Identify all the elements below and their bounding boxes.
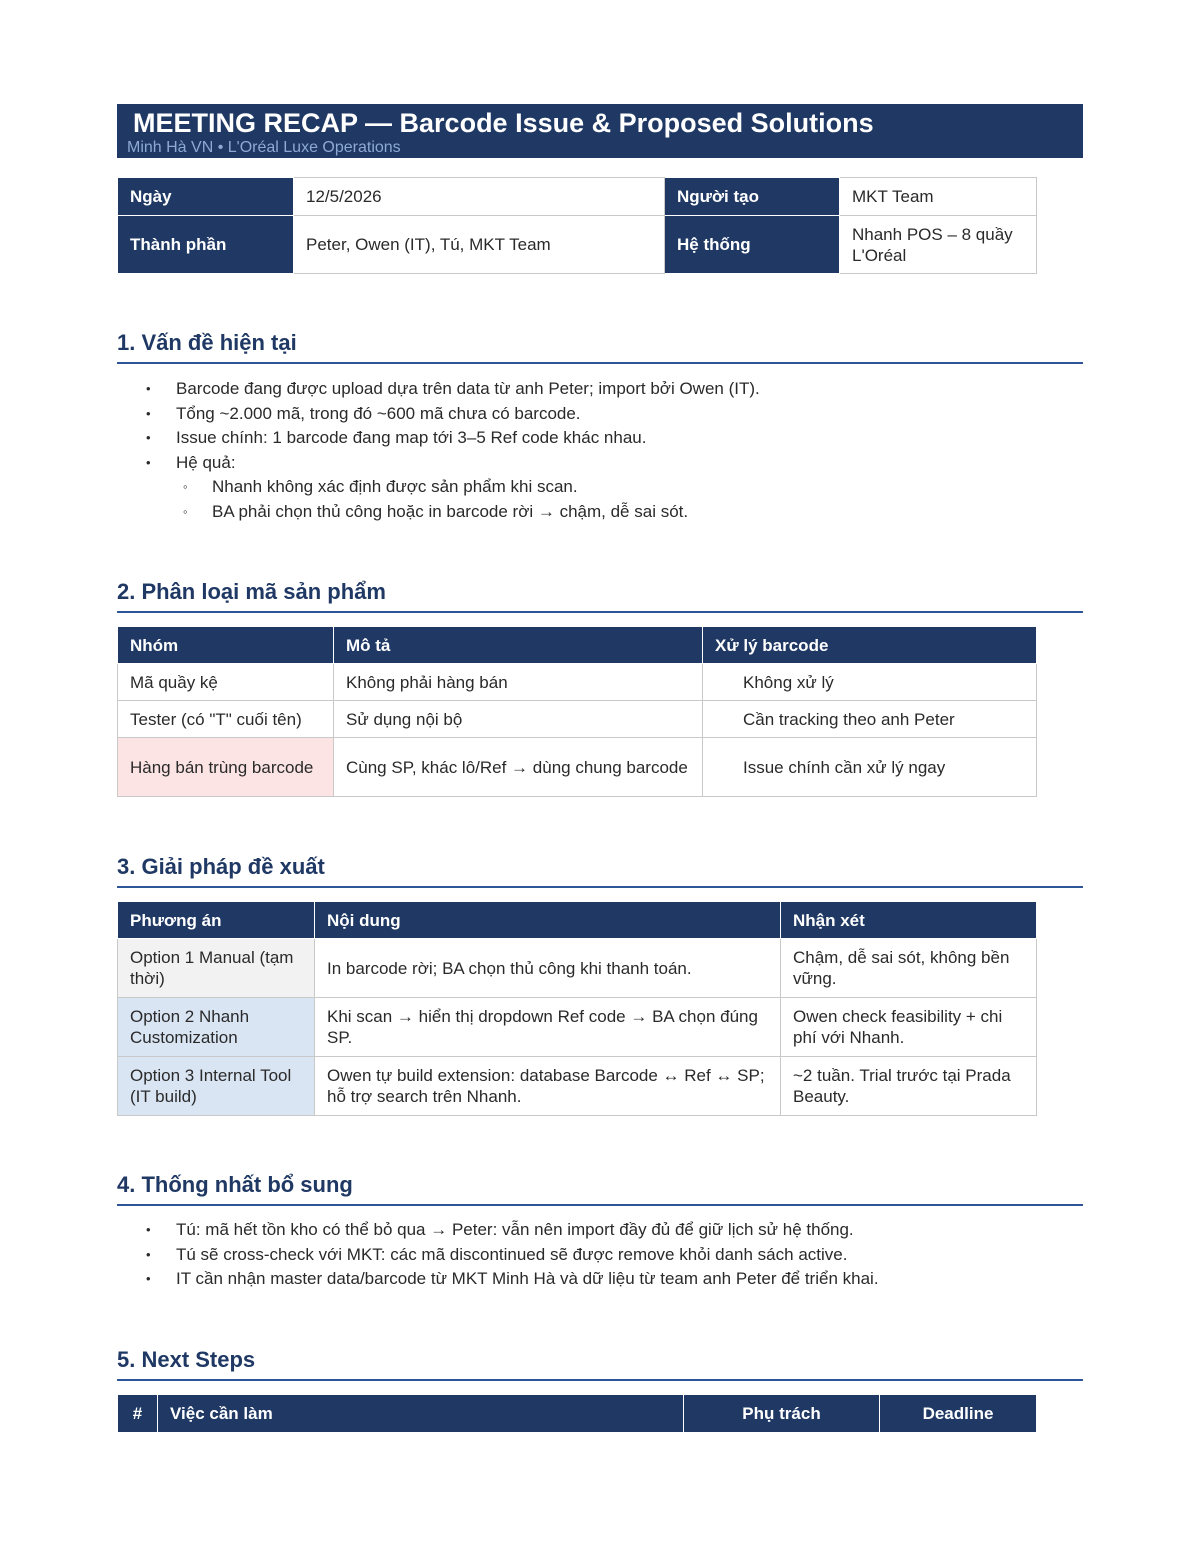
table-cell: Owen tự build extension: database Barcode ↔ Ref ↔ SP; hỗ trợ search trên Nhanh. — [315, 1057, 781, 1116]
date-value: 12/5/2026 — [294, 178, 665, 216]
section-1-title: 1. Vấn đề hiện tại — [117, 330, 297, 355]
table-row — [118, 1057, 1037, 1116]
table-cell: Owen check feasibility + chi phí với Nhanh. — [781, 998, 1037, 1057]
column-header: Mô tả — [334, 627, 703, 664]
table-header-row — [118, 627, 1037, 664]
table-cell: Cần tracking theo anh Peter — [703, 701, 1037, 738]
column-header: Phương án — [118, 902, 315, 939]
sub-list-item: ◦ Nhanh không xác định được sản phẩm khi scan. — [117, 475, 760, 500]
section-3-title: 3. Giải pháp đề xuất — [117, 854, 325, 879]
creator-label: Người tạo — [665, 178, 840, 216]
section-5-title: 5. Next Steps — [117, 1347, 256, 1372]
list-item: • Tú sẽ cross-check với MKT: các mã discontinued sẽ được remove khỏi danh sách active. — [117, 1243, 879, 1268]
table-cell: Không phải hàng bán — [334, 664, 703, 701]
option-1-cell: Option 1 Manual (tạm thời) — [118, 939, 315, 998]
column-header: Phụ trách — [684, 1395, 880, 1433]
table-row — [118, 701, 1037, 738]
section-4-heading — [117, 1171, 1083, 1206]
option-3-cell: Option 3 Internal Tool (IT build) — [118, 1057, 315, 1116]
option-2-cell: Option 2 Nhanh Customization — [118, 998, 315, 1057]
table-header-row — [118, 902, 1037, 939]
column-header: Việc cần làm — [158, 1395, 684, 1433]
system-value: Nhanh POS – 8 quầy L'Oréal — [840, 216, 1037, 274]
table-cell: Issue chính cần xử lý ngay — [703, 738, 1037, 797]
document-title: MEETING RECAP — Barcode Issue & Proposed Solutions — [133, 108, 874, 138]
list-item: • Tú: mã hết tồn kho có thể bỏ qua → Peter: vẫn nên import đầy đủ để giữ lịch sử hệ thống. — [117, 1218, 879, 1243]
table-row — [118, 738, 1037, 797]
section-1-heading — [117, 329, 1083, 364]
column-header: Nhận xét — [781, 902, 1037, 939]
creator-value: MKT Team — [840, 178, 1037, 216]
column-header: Xử lý barcode — [703, 627, 1037, 664]
table-cell: ~2 tuần. Trial trước tại Prada Beauty. — [781, 1057, 1037, 1116]
next-steps-table — [117, 1394, 1037, 1433]
column-header: Nội dung — [315, 902, 781, 939]
table-row — [118, 939, 1037, 998]
list-item: • Issue chính: 1 barcode đang map tới 3–5 Ref code khác nhau. — [117, 426, 760, 451]
table-cell: Khi scan → hiển thị dropdown Ref code → BA chọn đúng SP. — [315, 998, 781, 1057]
table-cell: Không xử lý — [703, 664, 1037, 701]
sub-list-item: ◦ BA phải chọn thủ công hoặc in barcode rời → chậm, dễ sai sót. — [117, 500, 760, 525]
section-4-title: 4. Thống nhất bổ sung — [117, 1172, 353, 1197]
table-row — [118, 664, 1037, 701]
table-row — [118, 998, 1037, 1057]
list-item: • Tổng ~2.000 mã, trong đó ~600 mã chưa có barcode. — [117, 402, 760, 427]
solutions-table — [117, 901, 1037, 1116]
table-cell: Mã quầy kệ — [118, 664, 334, 701]
section-2-heading — [117, 578, 1083, 613]
column-header: Nhóm — [118, 627, 334, 664]
meeting-info-table — [117, 177, 1037, 274]
section-4-list — [117, 1218, 879, 1292]
section-1-list — [117, 377, 760, 524]
table-cell: In barcode rời; BA chọn thủ công khi thanh toán. — [315, 939, 781, 998]
section-3-heading — [117, 853, 1083, 888]
header-banner — [117, 104, 1083, 158]
table-cell: Tester (có "T" cuối tên) — [118, 701, 334, 738]
section-5-heading — [117, 1346, 1083, 1381]
members-label: Thành phần — [118, 216, 294, 274]
section-2-title: 2. Phân loại mã sản phẩm — [117, 579, 386, 604]
product-classification-table — [117, 626, 1037, 797]
date-label: Ngày — [118, 178, 294, 216]
column-header: Deadline — [880, 1395, 1037, 1433]
list-item: • IT cần nhận master data/barcode từ MKT Minh Hà và dữ liệu từ team anh Peter để triển khai. — [117, 1267, 879, 1292]
table-cell: Chậm, dễ sai sót, không bền vững. — [781, 939, 1037, 998]
table-header-row — [118, 1395, 1037, 1433]
table-cell-highlight: Hàng bán trùng barcode — [118, 738, 334, 797]
table-cell: Cùng SP, khác lô/Ref → dùng chung barcode — [334, 738, 703, 797]
table-cell: Sử dụng nội bộ — [334, 701, 703, 738]
system-label: Hệ thống — [665, 216, 840, 274]
list-item: • Hệ quả: — [117, 451, 760, 476]
column-header: # — [118, 1395, 158, 1433]
list-item: • Barcode đang được upload dựa trên data từ anh Peter; import bởi Owen (IT). — [117, 377, 760, 402]
members-value: Peter, Owen (IT), Tú, MKT Team — [294, 216, 665, 274]
document-subtitle: Minh Hà VN • L'Oréal Luxe Operations — [127, 139, 401, 156]
